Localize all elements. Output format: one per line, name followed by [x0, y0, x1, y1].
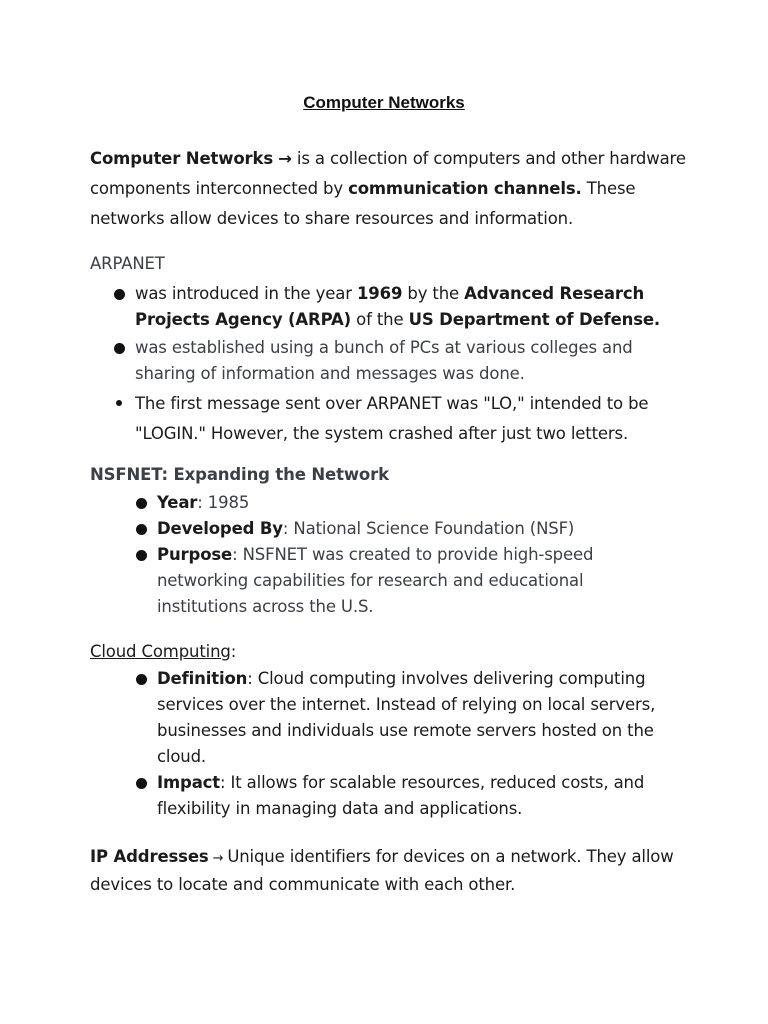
ip-term: IP Addresses [90, 847, 209, 866]
intro-text-2: These networks allow devices to share resources and information. [90, 179, 636, 228]
cloud-heading [90, 642, 236, 661]
cloud-impact-label: Impact [157, 773, 221, 792]
list-item [113, 281, 693, 333]
list-item: The first message sent over ARPANET was "LO," intended to be "LOGIN." However, the system crashed after just two letters. [113, 389, 693, 449]
nsfnet-year-value: : 1985 [197, 493, 250, 512]
list-item [135, 770, 680, 822]
cloud-impact-value: : It allows for scalable resources, reduced costs, and flexibility in managing data and applications. [157, 773, 645, 818]
cloud-list [135, 666, 680, 822]
arrow-icon: → [212, 851, 224, 866]
list-item [135, 542, 635, 620]
nsfnet-heading: NSFNET: Expanding the Network [90, 465, 389, 484]
ip-text: Unique identifiers for devices on a network. They allow devices to locate and communicate with each other. [90, 847, 674, 894]
nsfnet-list [135, 490, 635, 620]
cloud-heading-text: Cloud Computing [90, 642, 231, 661]
arpanet-year: 1969 [356, 284, 403, 303]
arpanet-list [113, 281, 693, 449]
arpanet-b1-text-3: of the [351, 310, 409, 329]
arpanet-org: Advanced Research Projects Agency (ARPA) [135, 284, 645, 329]
cloud-definition-value: : Cloud computing involves delivering computing services over the internet. Instead of relying on local servers, businesses and individuals use remote servers hosted on the cloud. [157, 669, 656, 766]
intro-term: Computer Networks [90, 149, 274, 168]
page-title: Computer Networks [303, 93, 465, 112]
list-item [135, 516, 635, 542]
list-item [135, 666, 680, 770]
intro-bold-1: communication channels. [348, 179, 582, 198]
nsfnet-purpose-label: Purpose [157, 545, 233, 564]
nsfnet-year-label: Year [157, 493, 198, 512]
ip-paragraph [90, 844, 690, 898]
list-item: was established using a bunch of PCs at various colleges and sharing of information and messages was done. [113, 335, 693, 387]
intro-text-1: is a collection of computers and other hardware components interconnected by [90, 149, 686, 198]
arpanet-b1-text: was introduced in the year [135, 284, 357, 303]
nsfnet-developer-value: : National Science Foundation (NSF) [282, 519, 575, 538]
arpanet-b1-text-2: by the [402, 284, 465, 303]
arpanet-dept: US Department of Defense. [408, 310, 661, 329]
intro-paragraph [90, 144, 690, 234]
list-item [135, 490, 635, 516]
arrow-icon: → [278, 149, 292, 168]
nsfnet-developer-label: Developed By [157, 519, 283, 538]
nsfnet-purpose-value: : NSFNET was created to provide high-speed networking capabilities for research and educational institutions across the U.S. [157, 545, 594, 616]
cloud-definition-label: Definition [157, 669, 248, 688]
arpanet-heading: ARPANET [90, 254, 165, 273]
cloud-heading-colon: : [230, 642, 237, 661]
